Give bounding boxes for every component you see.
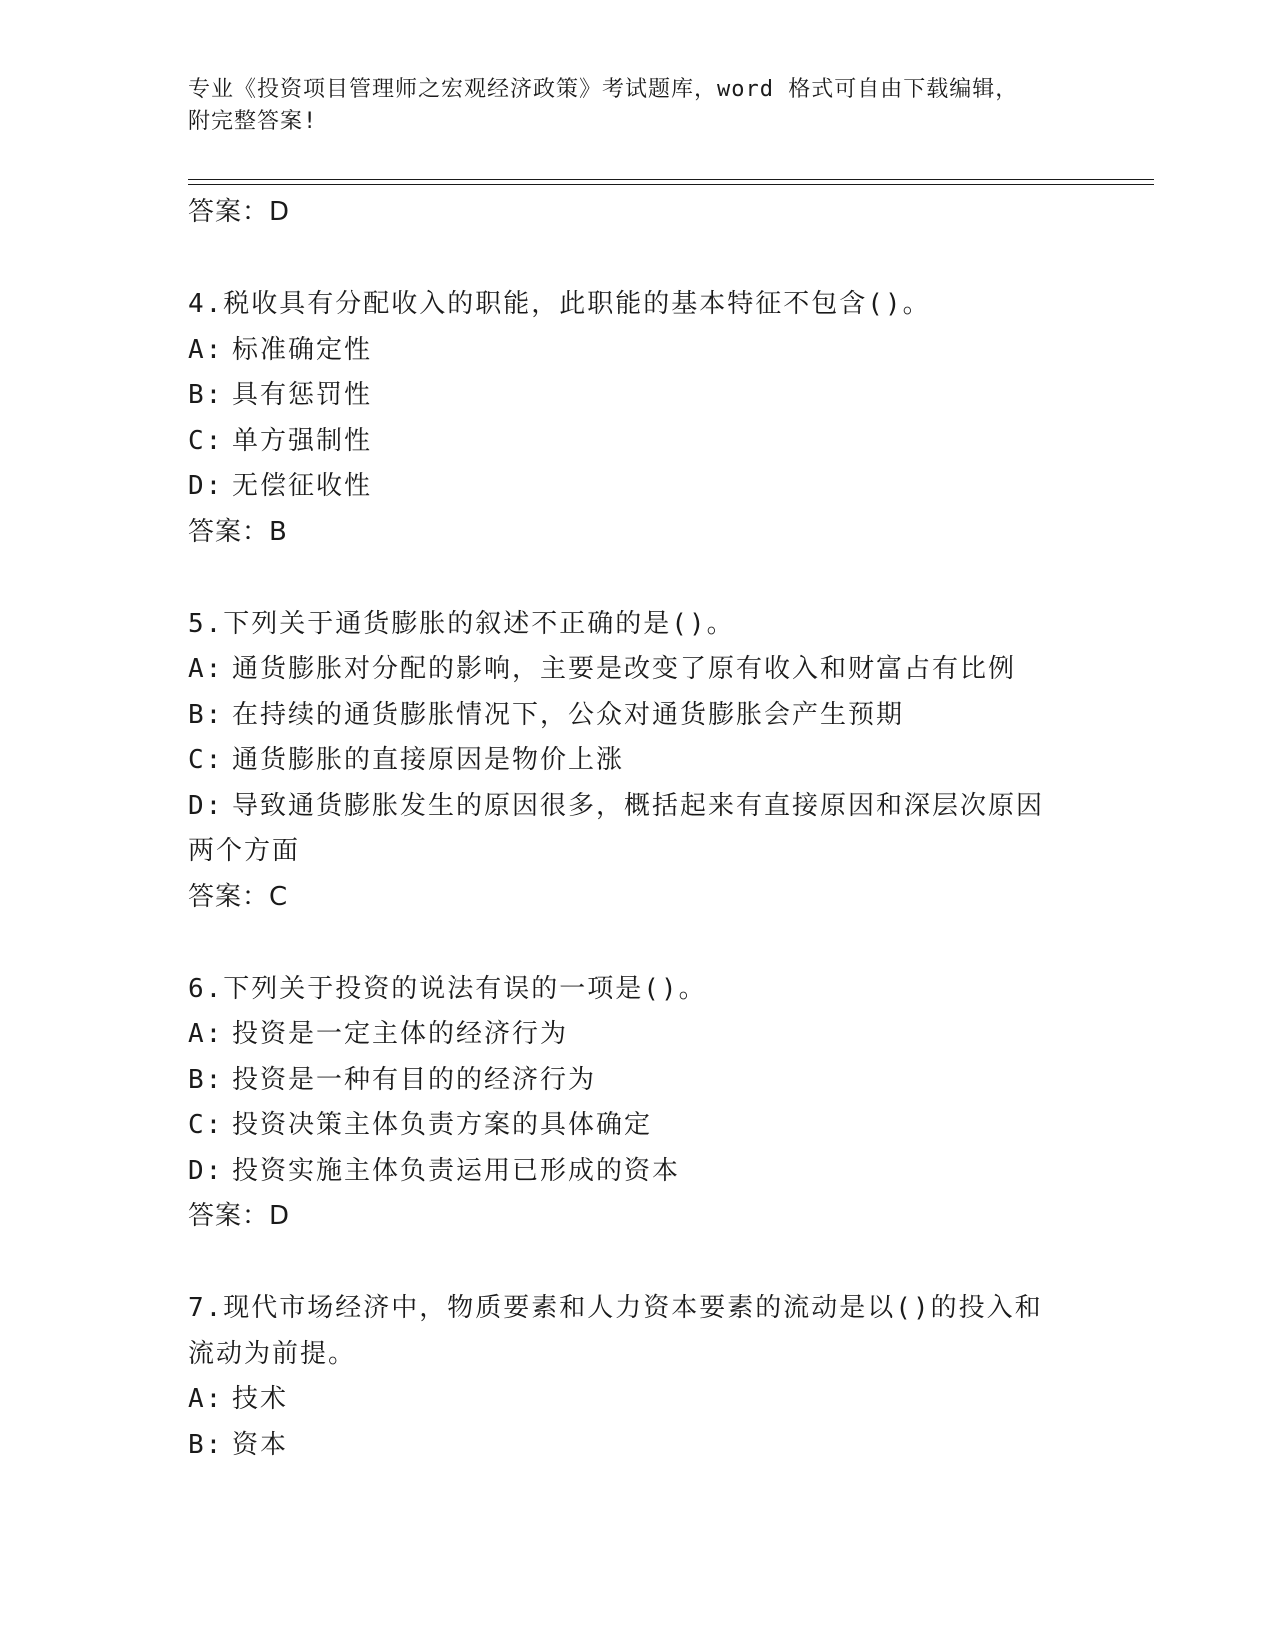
option-text: 具有惩罚性	[232, 380, 373, 410]
option-a	[188, 1012, 1088, 1058]
answer-line: 答案：D	[188, 1201, 291, 1231]
option-a	[188, 328, 1088, 374]
option-label: C:	[188, 425, 224, 456]
option-d	[188, 464, 1088, 510]
document-header	[188, 74, 1088, 138]
answer-line: 答案：C	[188, 881, 289, 912]
question-stem: 5.下列关于通货膨胀的叙述不正确的是()。	[188, 608, 735, 639]
answer-line: 答案：B	[188, 516, 288, 547]
question-stem: 6.下列关于投资的说法有误的一项是()。	[188, 973, 707, 1004]
answer-line: 答案：D	[188, 197, 291, 227]
option-text: 标准确定性	[232, 334, 373, 365]
option-d	[188, 1149, 1088, 1195]
option-text: 投资是一种有目的的经济行为	[232, 1064, 597, 1095]
question-list	[188, 190, 1088, 1468]
question-stem: 4.税收具有分配收入的职能，此职能的基本特征不包含()。	[188, 289, 931, 319]
option-a	[188, 1377, 1088, 1423]
option-label: C:	[188, 1110, 224, 1140]
option-c	[188, 738, 1088, 784]
question-stem: 7.现代市场经济中，物质要素和人力资本要素的流动是以()的投入和	[188, 1293, 1043, 1323]
option-label: A:	[188, 654, 224, 684]
header-line-2: 附完整答案!	[188, 109, 318, 134]
option-c	[188, 419, 1088, 465]
question-block	[188, 282, 1088, 554]
option-label: D:	[188, 790, 224, 821]
option-label: A:	[188, 334, 224, 365]
option-label: D:	[188, 1155, 224, 1186]
option-b	[188, 693, 1088, 739]
option-label: B:	[188, 1064, 224, 1095]
option-label: B:	[188, 699, 224, 730]
question-block	[188, 1286, 1088, 1468]
option-text: 投资是一定主体的经济行为	[232, 1019, 569, 1049]
option-b	[188, 1058, 1088, 1104]
option-text: 资本	[232, 1429, 289, 1460]
option-d-continuation: 两个方面	[188, 836, 301, 866]
question-stem-continuation: 流动为前提。	[188, 1338, 357, 1369]
option-label: A:	[188, 1384, 224, 1414]
option-label: D:	[188, 471, 224, 501]
option-a	[188, 647, 1088, 693]
option-d	[188, 784, 1088, 830]
option-text: 通货膨胀的直接原因是物价上涨	[232, 745, 625, 775]
option-text: 单方强制性	[232, 425, 373, 456]
option-text: 投资实施主体负责运用已形成的资本	[232, 1155, 681, 1186]
option-label: B:	[188, 1429, 224, 1460]
option-text: 无偿征收性	[232, 471, 373, 501]
question-block	[188, 602, 1088, 919]
option-c	[188, 1103, 1088, 1149]
option-text: 导致通货膨胀发生的原因很多，概括起来有直接原因和深层次原因	[232, 790, 1045, 821]
header-divider-bottom	[188, 184, 1154, 185]
option-text: 在持续的通货膨胀情况下，公众对通货膨胀会产生预期	[232, 699, 905, 730]
option-b	[188, 373, 1088, 419]
option-text: 通货膨胀对分配的影响，主要是改变了原有收入和财富占有比例	[232, 654, 1017, 684]
option-label: B:	[188, 380, 224, 410]
option-label: C:	[188, 745, 224, 775]
header-line-1: 专业《投资项目管理师之宏观经济政策》考试题库，word 格式可自由下载编辑，	[188, 77, 1019, 102]
question-block	[188, 967, 1088, 1239]
option-text: 投资决策主体负责方案的具体确定	[232, 1110, 653, 1140]
option-b	[188, 1423, 1088, 1469]
option-label: A:	[188, 1019, 224, 1049]
header-divider-top	[188, 179, 1154, 180]
option-text: 技术	[232, 1384, 289, 1414]
